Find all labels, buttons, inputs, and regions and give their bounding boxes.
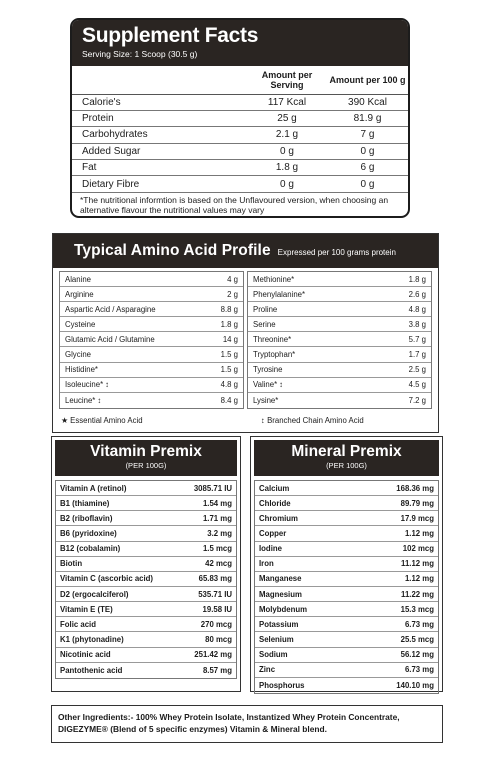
amount-per-100g: 7 g	[327, 127, 408, 143]
vitamin-premix-header	[55, 440, 237, 476]
mineral-row	[255, 542, 438, 557]
mineral-value: 56.12 mg	[400, 650, 434, 660]
amount-per-serving: 2.1 g	[247, 127, 327, 143]
mineral-row	[255, 648, 438, 663]
nutrition-row	[72, 176, 408, 192]
mineral-value: 11.12 mg	[401, 559, 434, 569]
amino-acid-value: 2.6 g	[408, 289, 426, 299]
amino-acid-row	[60, 317, 243, 332]
amino-acid-value: 4.8 g	[408, 304, 426, 314]
amino-acid-row	[60, 393, 243, 408]
vitamin-row	[56, 557, 236, 572]
vitamin-row	[56, 511, 236, 526]
amino-acid-value: 2.5 g	[408, 365, 426, 375]
vitamin-row	[56, 481, 236, 496]
amino-acid-row	[60, 272, 243, 287]
amino-acid-value: 4.8 g	[220, 380, 238, 390]
amino-acid-name: Arginine	[65, 289, 94, 299]
amino-acid-row	[60, 347, 243, 362]
mineral-row	[255, 663, 438, 678]
vitamin-row	[56, 663, 236, 678]
mineral-name: Chloride	[259, 498, 291, 508]
nutrient-name: Calorie's	[72, 94, 247, 110]
vitamin-table	[55, 480, 237, 679]
amino-acid-value: 3.8 g	[408, 319, 426, 329]
supplement-facts-title: Supplement Facts	[82, 24, 259, 47]
amino-acid-row	[248, 378, 431, 393]
vitamin-value: 535.71 IU	[198, 589, 232, 599]
mineral-name: Selenium	[259, 634, 294, 644]
amino-acid-row	[60, 378, 243, 393]
mineral-premix-title: Mineral Premix	[291, 443, 402, 460]
vitamin-name: Vitamin A (retinol)	[60, 483, 127, 493]
amino-acid-name: Tryptophan*	[253, 350, 296, 360]
amino-acid-value: 4 g	[227, 274, 238, 284]
mineral-row	[255, 511, 438, 526]
mineral-row	[255, 602, 438, 617]
amount-per-100g-header: Amount per 100 g	[327, 66, 408, 94]
vitamin-name: B2 (riboflavin)	[60, 513, 113, 523]
amino-acid-value: 8.4 g	[220, 395, 238, 405]
nutrient-name: Fat	[72, 160, 247, 176]
amino-acid-title: Typical Amino Acid Profile	[74, 242, 271, 259]
essential-amino-acid-legend: ★ Essential Amino Acid	[61, 416, 143, 425]
amino-acid-name: Tyrosine	[253, 365, 283, 375]
nutrition-table-header	[72, 66, 408, 94]
amino-acid-name: Leucine* ↕	[65, 395, 102, 405]
mineral-name: Phosphorus	[259, 680, 305, 690]
mineral-name: Molybdenum	[259, 604, 308, 614]
amount-per-100g: 6 g	[327, 160, 408, 176]
mineral-row	[255, 678, 438, 693]
bcaa-legend: ↕ Branched Chain Amino Acid	[261, 416, 364, 425]
mineral-name: Manganese	[259, 574, 302, 584]
amino-acid-row	[248, 272, 431, 287]
amino-acid-name: Valine* ↕	[253, 380, 284, 390]
amount-per-100g: 0 g	[327, 176, 408, 192]
amino-acid-value: 1.8 g	[408, 274, 426, 284]
serving-size: Serving Size: 1 Scoop (30.5 g)	[82, 49, 198, 59]
vitamin-value: 3085.71 IU	[193, 483, 232, 493]
mineral-name: Magnesium	[259, 589, 302, 599]
mineral-name: Sodium	[259, 650, 288, 660]
amino-acid-name: Alanine	[65, 274, 92, 284]
vitamin-name: Biotin	[60, 559, 83, 569]
amino-acid-value: 4.5 g	[408, 380, 426, 390]
amino-acid-name: Proline	[253, 304, 278, 314]
nutrient-header	[72, 66, 247, 94]
vitamin-value: 19.58 IU	[202, 604, 232, 614]
amount-per-serving: 117 Kcal	[247, 94, 327, 110]
nutrition-row	[72, 94, 408, 110]
vitamin-value: 1.54 mg	[202, 498, 232, 508]
amino-acid-row	[248, 363, 431, 378]
amino-acid-value: 1.8 g	[220, 319, 238, 329]
amino-acid-columns	[59, 271, 432, 409]
mineral-name: Zinc	[259, 665, 276, 675]
nutrient-name: Dietary Fibre	[72, 176, 247, 192]
amino-acid-name: Glutamic Acid / Glutamine	[65, 334, 155, 344]
amino-acid-right-column	[247, 271, 432, 409]
amino-acid-legend	[61, 416, 430, 425]
amino-acid-row	[60, 302, 243, 317]
vitamin-name: B6 (pyridoxine)	[60, 528, 117, 538]
amino-acid-value: 1.7 g	[408, 350, 426, 360]
nutrition-row	[72, 143, 408, 159]
vitamin-row	[56, 496, 236, 511]
vitamin-premix-subtitle: (PER 100G)	[125, 461, 167, 470]
amount-per-100g: 81.9 g	[327, 110, 408, 126]
mineral-name: Iron	[259, 559, 274, 569]
mineral-row	[255, 572, 438, 587]
amino-acid-header	[53, 234, 438, 268]
amino-acid-name: Glycine	[65, 350, 91, 360]
amino-acid-row	[248, 317, 431, 332]
nutrition-row	[72, 110, 408, 126]
amino-acid-name: Lysine*	[253, 395, 279, 405]
mineral-value: 1.12 mg	[404, 528, 434, 538]
mineral-value: 25.5 mcg	[400, 634, 434, 644]
mineral-name: Chromium	[259, 513, 298, 523]
vitamin-name: Folic acid	[60, 619, 96, 629]
vitamin-name: K1 (phytonadine)	[60, 634, 124, 644]
vitamin-value: 65.83 mg	[198, 574, 232, 584]
mineral-name: Copper	[259, 528, 287, 538]
vitamin-name: Pantothenic acid	[60, 665, 123, 675]
amino-acid-value: 1.5 g	[220, 350, 238, 360]
nutrition-table	[72, 66, 408, 193]
nutrition-table-body	[72, 94, 408, 192]
mineral-value: 1.12 mg	[404, 574, 434, 584]
amino-acid-name: Histidine*	[65, 365, 98, 375]
mineral-value: 168.36 mg	[396, 483, 434, 493]
nutrition-row	[72, 160, 408, 176]
vitamin-value: 251.42 mg	[194, 650, 232, 660]
amino-acid-subtitle: Expressed per 100 grams protein	[277, 248, 396, 257]
vitamin-value: 8.57 mg	[202, 665, 232, 675]
vitamin-row	[56, 587, 236, 602]
mineral-value: 102 mcg	[402, 544, 434, 554]
vitamin-row	[56, 648, 236, 663]
amino-acid-value: 8.8 g	[220, 304, 238, 314]
vitamin-value: 1.71 mg	[202, 513, 232, 523]
vitamin-value: 80 mcg	[205, 634, 232, 644]
mineral-value: 89.79 mg	[400, 498, 434, 508]
mineral-table	[254, 480, 439, 694]
amino-acid-value: 14 g	[222, 334, 238, 344]
amino-acid-value: 1.5 g	[220, 365, 238, 375]
mineral-premix-subtitle: (PER 100G)	[326, 461, 367, 470]
amino-acid-name: Threonine*	[253, 334, 292, 344]
vitamin-value: 3.2 mg	[207, 528, 232, 538]
mineral-row	[255, 632, 438, 647]
mineral-premix-header	[254, 440, 439, 476]
vitamin-name: B1 (thiamine)	[60, 498, 110, 508]
mineral-value: 15.3 mcg	[400, 604, 434, 614]
supplement-facts-panel	[70, 18, 410, 218]
amino-acid-value: 7.2 g	[408, 395, 426, 405]
vitamin-value: 270 mcg	[200, 619, 232, 629]
mineral-name: Calcium	[259, 483, 290, 493]
vitamin-row	[56, 526, 236, 541]
other-ingredients: Other Ingredients:- 100% Whey Protein Isolate, Instantized Whey Protein Concentrate, DIGEZYME® (Blend of 5 specific enzymes) Vitamin & Mineral blend.	[51, 705, 443, 743]
amino-acid-row	[60, 332, 243, 347]
amino-acid-row	[248, 287, 431, 302]
nutrient-name: Protein	[72, 110, 247, 126]
supplement-facts-header	[72, 20, 408, 66]
mineral-row	[255, 526, 438, 541]
nutrition-note: *The nutritional informtion is based on the Unflavoured version, when choosing an alternative flavour the nutritional values may vary	[80, 194, 389, 216]
amount-per-serving-header: Amount per Serving	[247, 66, 327, 94]
amino-acid-row	[248, 332, 431, 347]
vitamin-name: D2 (ergocalciferol)	[60, 589, 129, 599]
amino-acid-name: Isoleucine* ↕	[65, 380, 110, 390]
amino-acid-value: 2 g	[227, 289, 238, 299]
mineral-value: 17.9 mcg	[400, 513, 434, 523]
vitamin-row	[56, 542, 236, 557]
vitamin-name: Nicotinic acid	[60, 650, 111, 660]
amino-acid-row	[60, 287, 243, 302]
vitamin-row	[56, 632, 236, 647]
mineral-value: 6.73 mg	[404, 665, 434, 675]
amount-per-serving: 0 g	[247, 143, 327, 159]
mineral-value: 11.22 mg	[401, 589, 434, 599]
amino-acid-name: Serine	[253, 319, 276, 329]
amino-acid-row	[60, 363, 243, 378]
mineral-name: Iodine	[259, 544, 282, 554]
mineral-row	[255, 587, 438, 602]
amino-acid-panel	[52, 233, 439, 433]
vitamin-row	[56, 617, 236, 632]
vitamin-premix-panel	[51, 436, 241, 692]
amount-per-100g: 390 Kcal	[327, 94, 408, 110]
amino-acid-row	[248, 393, 431, 408]
amino-acid-left-column	[59, 271, 244, 409]
mineral-value: 6.73 mg	[404, 619, 434, 629]
mineral-premix-panel	[250, 436, 443, 692]
vitamin-row	[56, 572, 236, 587]
vitamin-name: Vitamin C (ascorbic acid)	[60, 574, 154, 584]
vitamin-value: 42 mcg	[205, 559, 232, 569]
mineral-value: 140.10 mg	[396, 680, 434, 690]
vitamin-value: 1.5 mcg	[202, 544, 232, 554]
mineral-row	[255, 617, 438, 632]
mineral-row	[255, 496, 438, 511]
mineral-row	[255, 557, 438, 572]
amount-per-serving: 1.8 g	[247, 160, 327, 176]
mineral-name: Potassium	[259, 619, 299, 629]
nutrient-name: Carbohydrates	[72, 127, 247, 143]
amount-per-serving: 25 g	[247, 110, 327, 126]
amino-acid-name: Methionine*	[253, 274, 295, 284]
vitamin-premix-title: Vitamin Premix	[90, 443, 202, 460]
amino-acid-value: 5.7 g	[408, 334, 426, 344]
amount-per-100g: 0 g	[327, 143, 408, 159]
amino-acid-name: Phenylalanine*	[253, 289, 306, 299]
amino-acid-name: Aspartic Acid / Asparagine	[65, 304, 156, 314]
nutrient-name: Added Sugar	[72, 143, 247, 159]
amino-acid-row	[248, 347, 431, 362]
vitamin-name: B12 (cobalamin)	[60, 544, 121, 554]
nutrition-row	[72, 127, 408, 143]
vitamin-name: Vitamin E (TE)	[60, 604, 113, 614]
amino-acid-name: Cysteine	[65, 319, 96, 329]
mineral-row	[255, 481, 438, 496]
amount-per-serving: 0 g	[247, 176, 327, 192]
amino-acid-row	[248, 302, 431, 317]
vitamin-row	[56, 602, 236, 617]
